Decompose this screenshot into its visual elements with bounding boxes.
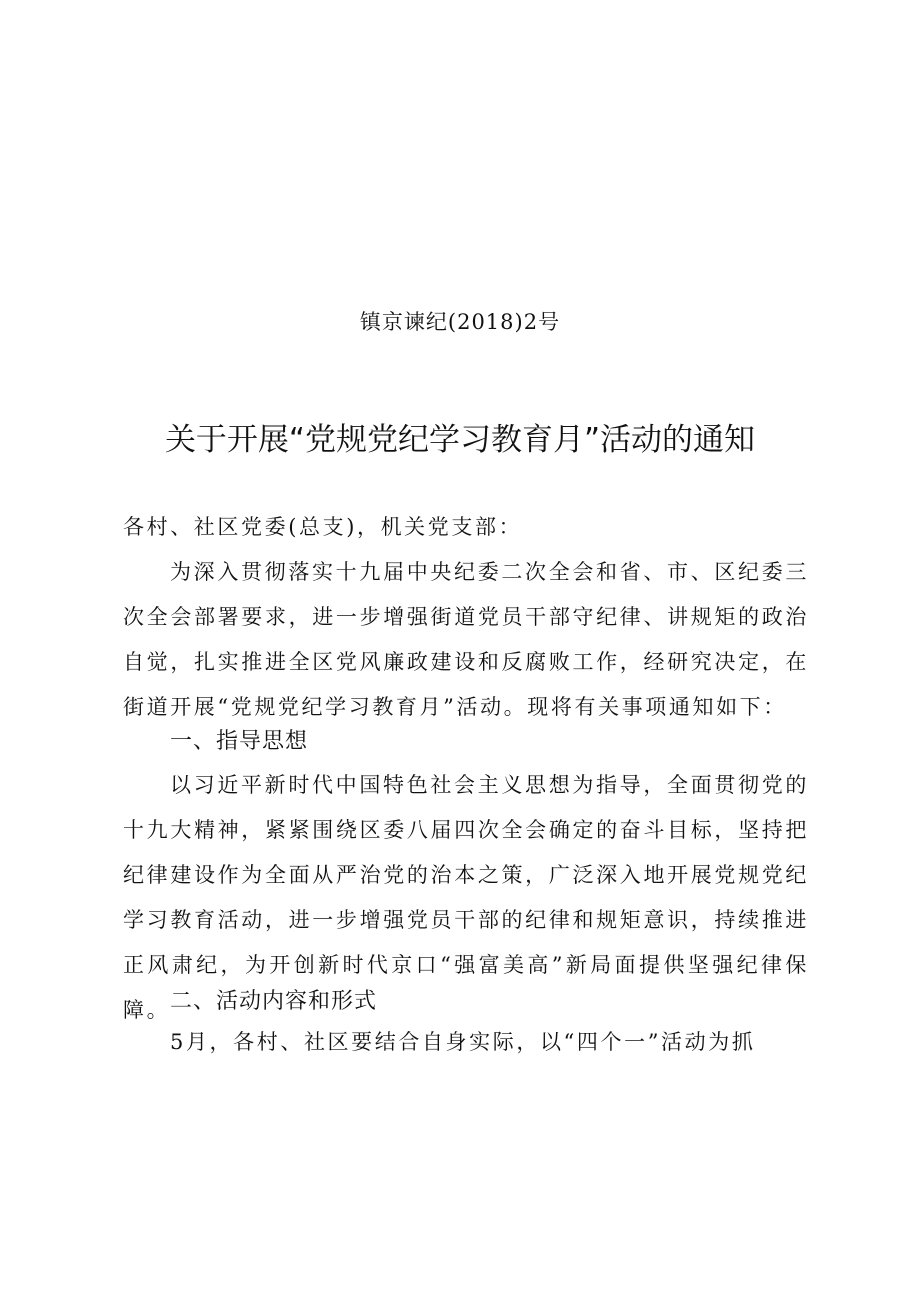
paragraph-activity-content: 5月，各村、社区要结合自身实际，以“四个一”活动为抓 (170, 1030, 756, 1054)
salutation: 各村、社区党委(总支)，机关党支部： (123, 515, 523, 539)
paragraph-intro: 为深入贯彻落实十九届中央纪委二次全会和省、市、区纪委三次全会部署要求，进一步增强街道党员干部守纪律、讲规矩的政治自觉，扎实推进全区党风廉政建设和反腐败工作，经研究决定，在街道开展“党规党纪学习教育月”活动。现将有关事项通知如下： (123, 560, 809, 719)
document-number: 镇京谏纪(2018)2号 (359, 310, 561, 334)
section-heading-activity-content: 二、活动内容和形式 (170, 989, 378, 1014)
section-heading-guiding-ideology: 一、指导思想 (170, 729, 309, 754)
paragraph-guiding-ideology: 以习近平新时代中国特色社会主义思想为指导，全面贯彻党的十九大精神，紧紧围绕区委八届四次全会确定的奋斗目标，坚持把纪律建设作为全面从严治党的治本之策，广泛深入地开展党规党纪学习教育活动，进一步增强党员干部的纪律和规矩意识，持续推进正风肃纪，为开创新时代京口“强富美高”新局面提供坚强纪律保障。 (123, 773, 809, 1022)
document-title: 关于开展“党规党纪学习教育月”活动的通知 (164, 422, 756, 458)
